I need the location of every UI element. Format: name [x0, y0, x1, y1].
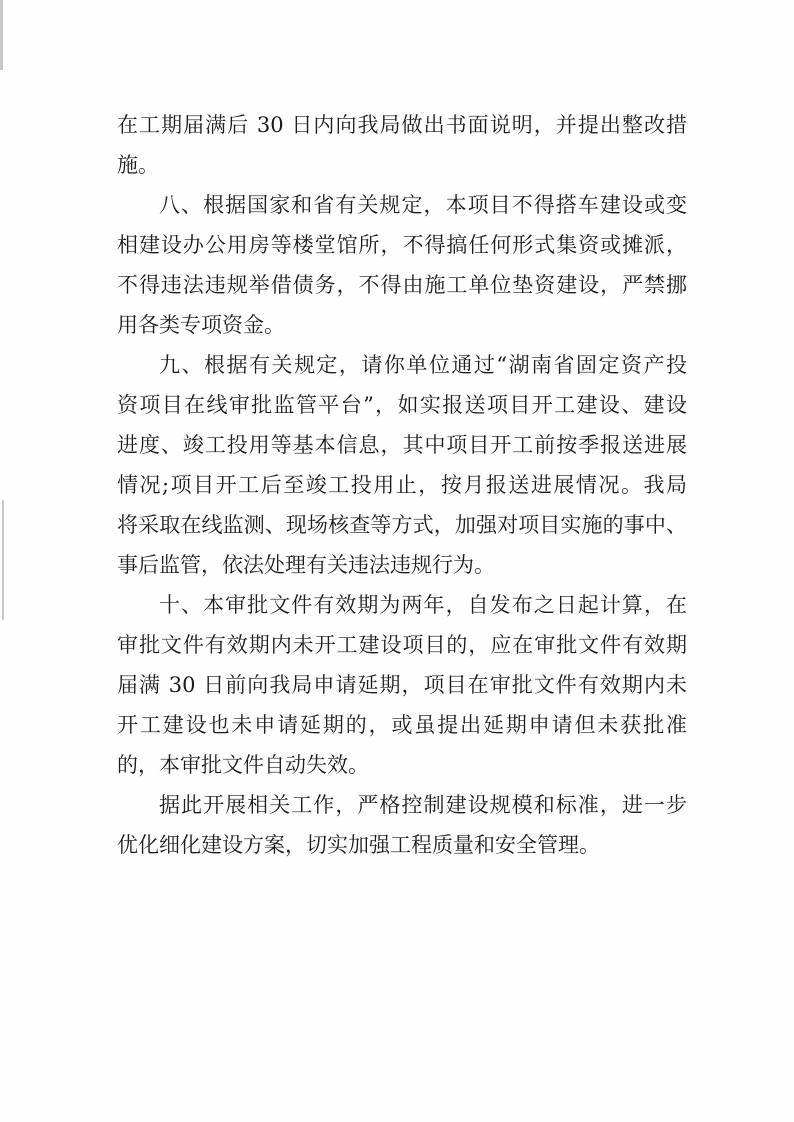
text-line: 八、根据国家和省有关规定，本项目不得搭车建设或变 [159, 193, 687, 217]
text-line: 据此开展相关工作，严格控制建设规模和标准，进一步 [159, 793, 687, 817]
text-line: 事后监管，依法处理有关违法违规行为。 [117, 553, 495, 577]
paragraph-closing [117, 785, 687, 865]
text-line: 相建设办公用房等楼堂馆所，不得搞任何形式集资或摊派， [117, 233, 687, 257]
text-line: 情况;项目开工后至竣工投用止，按月报送进展情况。我局 [117, 473, 687, 497]
text-line: 审批文件有效期内未开工建设项目的，应在审批文件有效期 [117, 633, 687, 657]
text-line: 九、根据有关规定，请你单位通过“湖南省固定资产投 [159, 353, 687, 377]
text-line: 开工建设也未申请延期的，或虽提出延期申请但未获批准 [117, 713, 687, 737]
text-line: 用各类专项资金。 [117, 313, 285, 337]
text-line: 届满 30 日前向我局申请延期，项目在审批文件有效期内未 [117, 673, 687, 697]
scan-edge-mark [0, 0, 3, 70]
text-line: 资项目在线审批监管平台”，如实报送项目开工建设、建设 [117, 393, 687, 417]
scan-edge-mark [2, 500, 4, 620]
paragraph-item-8 [117, 185, 687, 345]
text-line: 十、本审批文件有效期为两年，自发布之日起计算，在 [159, 593, 687, 617]
text-line: 不得违法违规举借债务，不得由施工单位垫资建设，严禁挪 [117, 273, 687, 297]
paragraph-continuation [117, 105, 687, 185]
text-line: 优化细化建设方案，切实加强工程质量和安全管理。 [117, 833, 600, 857]
text-line: 的，本审批文件自动失效。 [117, 753, 369, 777]
text-line: 进度、竣工投用等基本信息，其中项目开工前按季报送进展 [117, 433, 687, 457]
text-line: 施。 [117, 153, 159, 177]
document-body [117, 105, 687, 865]
paragraph-item-10 [117, 585, 687, 785]
text-line: 将采取在线监测、现场核查等方式，加强对项目实施的事中、 [117, 513, 687, 537]
text-line: 在工期届满后 30 日内向我局做出书面说明，并提出整改措 [117, 113, 687, 137]
paragraph-item-9 [117, 345, 687, 585]
